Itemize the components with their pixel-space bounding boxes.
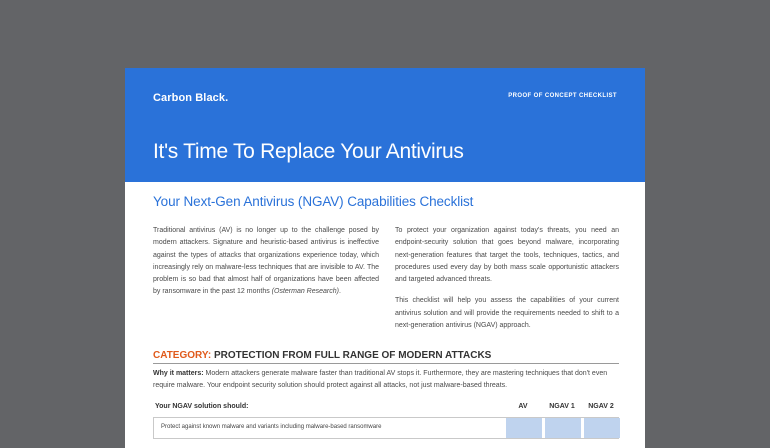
table-header [153,403,619,415]
document-type-label: PROOF OF CONCEPT CHECKLIST [508,93,617,99]
intro-left-column [153,225,379,308]
intro-left-text: Traditional antivirus (AV) is no longer up to the challenge posed by modern attackers. Signature and heuristic-based antivirus is ineffective against the types of attacks that organizations experience today, which increasingly rely on malware-less techniques that are invisible to AV. The problem is so bad that almost half of organizations have been affected by ransomware in the past 12 months [153,227,379,296]
checkbox-cell-av[interactable] [505,418,542,438]
column-header-ngav2: NGAV 2 [588,403,614,410]
intro-right-paragraph-1: To protect your organization against today's threats, you need an endpoint-security solution that goes beyond malware, incorporating next-generation features that target the tools, techniques, tactics, and procedures used every day by both mass scale opportunistic attackers and targeted advanced threats. [395,227,619,284]
intro-left-paragraph [153,225,379,299]
header-banner [125,68,645,182]
checkbox-cell-ngav2[interactable] [583,418,620,438]
why-label: Why it matters: [153,370,204,377]
category-name: PROTECTION FROM FULL RANGE OF MODERN ATTACKS [213,350,492,361]
page-subtitle: Your Next-Gen Antivirus (NGAV) Capabilities Checklist [153,194,474,209]
checklist-document [125,68,645,448]
why-text: Modern attackers generate malware faster than traditional AV stops it. Furthermore, they are mastering techniques that don't even require malware. Your endpoint security solution should protect against all attacks, not just malware-based threats. [153,370,608,390]
checkbox-cell-ngav1[interactable] [544,418,581,438]
intro-left-end: . [338,288,341,296]
source-citation: (Osterman Research) [271,288,339,296]
category-label: CATEGORY: [153,350,212,361]
column-header-ngav1: NGAV 1 [549,403,575,410]
table-row-text: Protect against known malware and variants including malware-based ransomware [161,424,382,430]
column-header-av: AV [518,403,528,410]
category-heading [153,350,619,364]
table-header-label: Your NGAV solution should: [155,403,249,410]
carbon-black-logo: Carbon Black. [153,92,229,104]
page-title: It's Time To Replace Your Antivirus [153,140,464,163]
why-it-matters [153,368,619,393]
table-row [153,417,619,439]
intro-right-column [395,225,619,341]
intro-right-paragraph-2: This checklist will help you assess the capabilities of your current antivirus solution and will provide the requirements needed to shift to a next-generation antivirus (NGAV) approach. [395,297,619,330]
